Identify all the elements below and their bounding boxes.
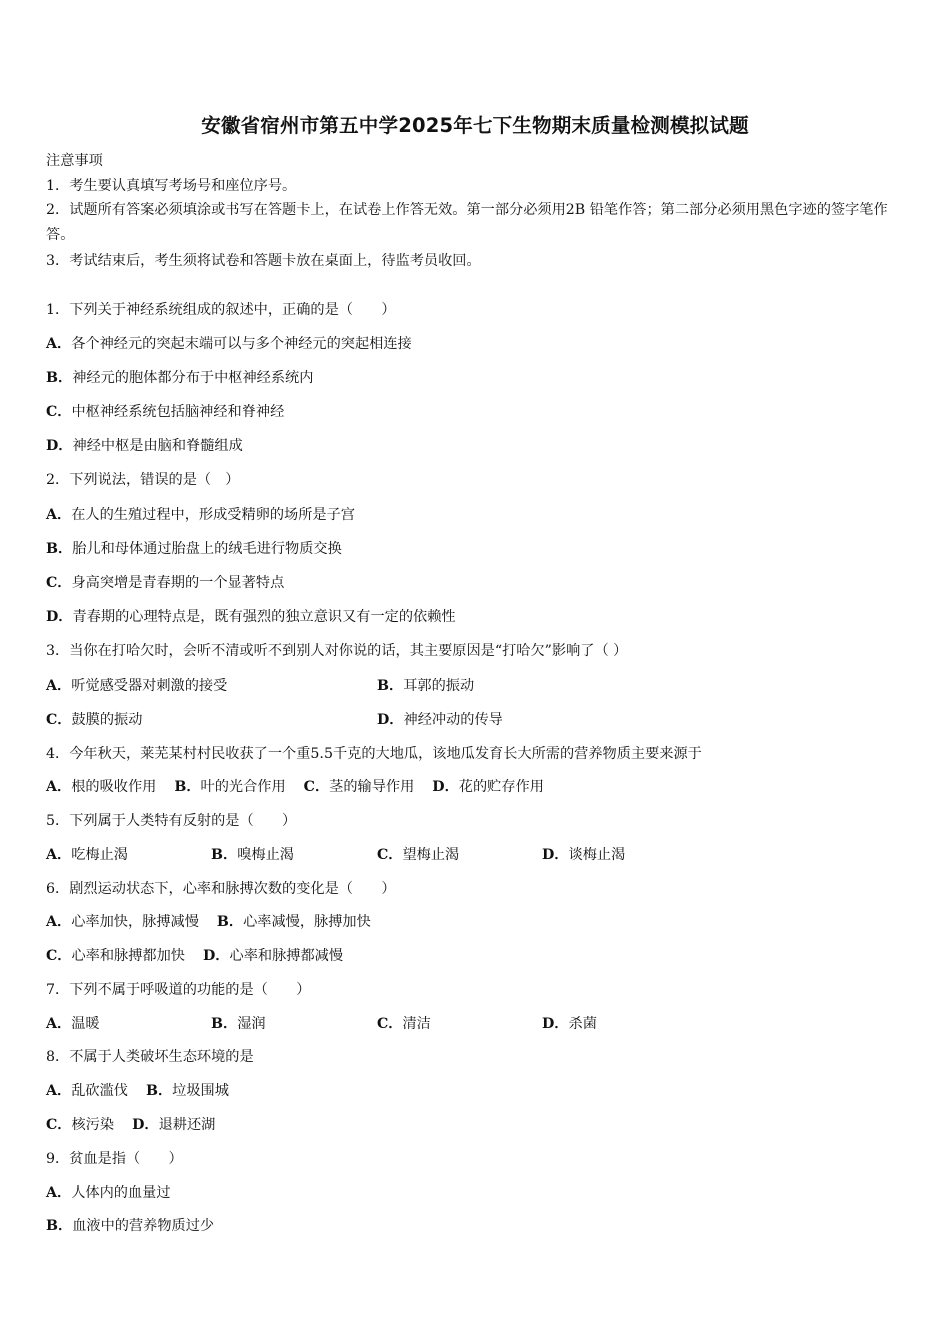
option-row <box>46 946 343 966</box>
option-letter: A． <box>46 678 72 694</box>
option-text: 乱砍滥伐 <box>71 1083 128 1099</box>
option <box>211 1014 266 1034</box>
option-row <box>46 777 544 797</box>
option-text: 心率和脉搏都减慢 <box>229 948 344 964</box>
option-letter: A． <box>46 914 72 930</box>
question-stem: 7．下列不属于呼吸道的功能的是（ ） <box>46 982 311 998</box>
option-letter: B． <box>377 678 404 694</box>
question-stem: 1．下列关于神经系统组成的叙述中，正确的是（ ） <box>46 302 396 318</box>
option-text: 退耕还湖 <box>158 1117 216 1133</box>
option-text: 嗅梅止渴 <box>237 847 294 863</box>
option-text: 根的吸收作用 <box>71 779 157 795</box>
option-letter: B． <box>46 541 73 557</box>
option-letter: B． <box>145 1083 173 1099</box>
question-stem: 6．剧烈运动状态下，心率和脉搏次数的变化是（ ） <box>46 881 396 897</box>
option-text: 身高突增是青春期的一个显著特点 <box>71 575 285 591</box>
question-stem: 4．今年秋天，莱芜某村村民收获了一个重5.5千克的大地瓜，该地瓜发育长大所需的营养物质主要来源于 <box>46 746 702 762</box>
question-stem: 2．下列说法，错误的是（ ） <box>46 472 240 488</box>
option <box>542 845 625 865</box>
option-text: 耳郭的振动 <box>403 678 475 694</box>
option-letter: D． <box>132 1117 159 1133</box>
option <box>46 436 243 456</box>
option-letter: C． <box>46 712 72 728</box>
option-text: 血液中的营养物质过少 <box>72 1218 215 1234</box>
option-text: 在人的生殖过程中，形成受精卵的场所是子宫 <box>71 507 355 523</box>
option-letter: A． <box>46 507 72 523</box>
option-text: 听觉感受器对刺激的接受 <box>71 678 228 694</box>
option-text: 温暖 <box>71 1016 100 1032</box>
option <box>46 1216 214 1236</box>
option-row <box>46 912 371 932</box>
option <box>46 334 412 354</box>
option-text: 胎儿和母体通过胎盘上的绒毛进行物质交换 <box>72 541 342 557</box>
option-letter: B． <box>211 1016 238 1032</box>
option-text: 核污染 <box>71 1117 115 1133</box>
option <box>377 1014 431 1034</box>
option-letter: D． <box>46 609 73 625</box>
option-text: 清洁 <box>402 1016 431 1032</box>
option-text: 谈梅止渴 <box>568 847 626 863</box>
option-letter: B． <box>174 779 201 795</box>
option-text: 神经冲动的传导 <box>403 712 503 728</box>
option <box>46 1016 100 1032</box>
option <box>377 845 459 865</box>
option-letter: A． <box>46 1016 72 1032</box>
option-letter: A． <box>46 336 72 352</box>
option-text: 中枢神经系统包括脑神经和脊神经 <box>71 404 285 420</box>
option-letter: C． <box>46 1117 72 1133</box>
option <box>46 539 342 559</box>
option-letter: D． <box>377 712 404 728</box>
option-letter: D． <box>432 779 459 795</box>
option-row <box>46 676 475 696</box>
option-letter: C． <box>303 779 330 795</box>
option-letter: C． <box>46 948 72 964</box>
option <box>46 607 456 627</box>
option-letter: B． <box>211 847 238 863</box>
option-letter: D． <box>46 438 73 454</box>
question-stem: 5．下列属于人类特有反射的是（ ） <box>46 813 297 829</box>
option-letter: A． <box>46 1083 72 1099</box>
option-letter: C． <box>377 847 403 863</box>
page-title: 安徽省宿州市第五中学2025年七下生物期末质量检测模拟试题 <box>201 114 749 137</box>
option-letter: C． <box>377 1016 403 1032</box>
option-text: 各个神经元的突起末端可以与多个神经元的突起相连接 <box>71 336 412 352</box>
notice-heading: 注意事项 <box>46 153 103 169</box>
option-row <box>46 1014 597 1034</box>
option-letter: D． <box>203 948 230 964</box>
option-letter: C． <box>46 404 72 420</box>
option-letter: B． <box>46 370 73 386</box>
option <box>211 845 294 865</box>
option <box>46 368 313 388</box>
option <box>46 678 227 694</box>
option-text: 心率加快，脉搏减慢 <box>71 914 199 930</box>
question-stem: 8．不属于人类破坏生态环境的是 <box>46 1049 254 1065</box>
option <box>542 1014 597 1034</box>
option-text: 茎的输导作用 <box>329 779 415 795</box>
option <box>46 847 128 863</box>
option-row <box>46 1081 229 1101</box>
option-text: 青春期的心理特点是，既有强烈的独立意识又有一定的依赖性 <box>72 609 456 625</box>
option-row <box>46 1115 215 1135</box>
question-stem: 3．当你在打哈欠时，会听不清或听不到别人对你说的话，其主要原因是“打哈欠”影响了（ ） <box>46 643 628 659</box>
option-letter: A． <box>46 847 72 863</box>
option-row <box>46 710 503 730</box>
option <box>46 1183 171 1203</box>
option-text: 心率和脉搏都加快 <box>71 948 185 964</box>
option-letter: A． <box>46 779 72 795</box>
option-text: 吃梅止渴 <box>71 847 128 863</box>
option-text: 鼓膜的振动 <box>71 712 143 728</box>
option-letter: D． <box>542 847 569 863</box>
option <box>46 573 284 593</box>
option-text: 花的贮存作用 <box>458 779 544 795</box>
option-letter: C． <box>46 575 72 591</box>
notice-item: 2．试题所有答案必须填涂或书写在答题卡上，在试卷上作答无效。第一部分必须用2B 铅笔作答；第二部分必须用黑色字迹的签字笔作答。 <box>46 202 888 243</box>
notice-item: 1．考生要认真填写考场号和座位序号。 <box>46 178 297 194</box>
option <box>46 402 284 422</box>
option-letter: A． <box>46 1185 72 1201</box>
option-letter: B． <box>216 914 244 930</box>
option-text: 望梅止渴 <box>402 847 460 863</box>
option-text: 神经中枢是由脑和脊髓组成 <box>72 438 243 454</box>
option-text: 人体内的血量过 <box>71 1185 171 1201</box>
question-stem: 9．贫血是指（ ） <box>46 1151 183 1167</box>
option-letter: D． <box>542 1016 569 1032</box>
option-row <box>46 845 626 865</box>
option-text: 垃圾围城 <box>172 1083 229 1099</box>
option <box>46 712 142 728</box>
option-letter: B． <box>46 1218 73 1234</box>
option-text: 湿润 <box>237 1016 266 1032</box>
notice-item: 3．考试结束后，考生须将试卷和答题卡放在桌面上，待监考员收回。 <box>46 253 481 269</box>
option-text: 杀菌 <box>568 1016 597 1032</box>
option-text: 神经元的胞体都分布于中枢神经系统内 <box>72 370 314 386</box>
option-text: 叶的光合作用 <box>200 779 286 795</box>
option-text: 心率减慢，脉搏加快 <box>243 914 371 930</box>
option <box>46 505 355 525</box>
option <box>377 676 474 696</box>
option <box>377 710 503 730</box>
